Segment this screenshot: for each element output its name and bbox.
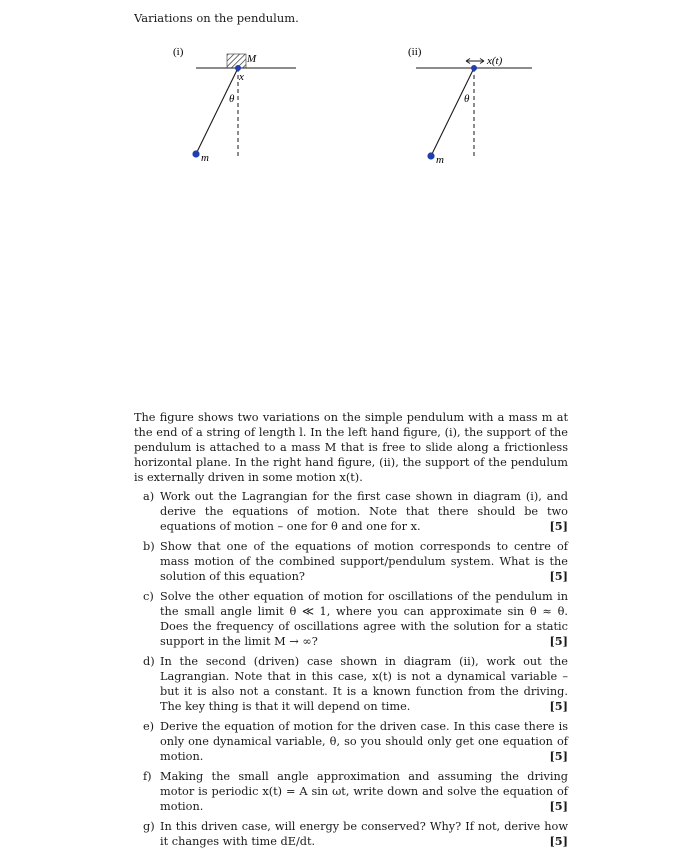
diagram-ii-label: (ii)	[408, 46, 422, 58]
page-heading: Variations on the pendulum.	[134, 11, 299, 25]
pendulum-figure	[140, 40, 540, 170]
x-variable-label: x	[239, 71, 244, 83]
question-letter: f)	[143, 770, 152, 783]
pendulum-bob-ii	[427, 152, 434, 159]
question-text: Work out the Lagrangian for the first case shown in diagram (i), and derive the equations of motion. Note that there should be two equations of motion – one for θ and one for x.	[160, 490, 568, 533]
drive-label: x(t)	[487, 55, 503, 67]
question-letter: e)	[143, 720, 155, 733]
question-mark: [5]	[549, 569, 568, 583]
question-letter: d)	[143, 655, 155, 668]
question-item	[134, 769, 568, 814]
question-item	[134, 589, 568, 649]
question-item	[134, 654, 568, 714]
pendulum-string-i	[196, 68, 238, 154]
bob-mass-label-ii: m	[436, 154, 444, 166]
question-item	[134, 819, 568, 849]
theta-label-i: θ	[229, 93, 235, 105]
question-mark: [5]	[549, 834, 568, 848]
question-text: In the second (driven) case shown in diagram (ii), work out the Lagrangian. Note that in this case, x(t) is not a dynamical variable – but it is also not a constant. It is a known function from the driving. The key thing is that it will depend on time.	[160, 655, 568, 713]
theta-label-ii: θ	[464, 93, 470, 105]
question-text: Derive the equation of motion for the driven case. In this case there is only one dynamical variable, θ, so you should only get one equation of motion.	[160, 720, 568, 763]
pendulum-bob-i	[192, 150, 199, 157]
diagram-i	[173, 46, 296, 164]
question-letter: g)	[143, 820, 155, 833]
diagram-i-label: (i)	[173, 46, 184, 58]
question-list	[134, 489, 568, 849]
question-item	[134, 539, 568, 584]
pendulum-string-ii	[431, 68, 474, 156]
question-item	[134, 489, 568, 534]
question-item	[134, 719, 568, 764]
diagram-ii	[408, 46, 532, 166]
question-mark: [5]	[549, 699, 568, 713]
question-mark: [5]	[549, 749, 568, 763]
question-mark: [5]	[549, 519, 568, 533]
bob-mass-label-i: m	[201, 152, 209, 164]
pivot-point-i	[235, 65, 241, 71]
question-letter: c)	[143, 590, 154, 603]
intro-paragraph: The figure shows two variations on the simple pendulum with a mass m at the end of a string of length l. In the left hand figure, (i), the support of the pendulum is attached to a mass M that is free to slide along a frictionless horizontal plane. In the right hand figure, (ii), the support of the pendulum is externally driven in some motion x(t).	[134, 411, 568, 484]
question-mark: [5]	[549, 634, 568, 648]
question-text: In this driven case, will energy be conserved? Why? If not, derive how it changes with time dE/dt.	[160, 820, 568, 848]
question-text: Show that one of the equations of motion corresponds to centre of mass motion of the combined support/pendulum system. What is the solution of this equation?	[160, 540, 568, 583]
problem-text	[134, 410, 568, 854]
question-letter: b)	[143, 540, 155, 553]
question-text: Making the small angle approximation and assuming the driving motor is periodic x(t) = A sin ωt, write down and solve the equation of motion.	[160, 770, 568, 813]
question-letter: a)	[143, 490, 155, 503]
question-mark: [5]	[549, 799, 568, 813]
question-text: Solve the other equation of motion for oscillations of the pendulum in the small angle limit θ ≪ 1, where you can approximate sin θ ≈ θ. Does the frequency of oscillations agree with the solution for a static support in the limit M → ∞?	[160, 590, 568, 648]
pivot-point-ii	[471, 65, 477, 71]
support-mass-label: M	[247, 53, 257, 65]
